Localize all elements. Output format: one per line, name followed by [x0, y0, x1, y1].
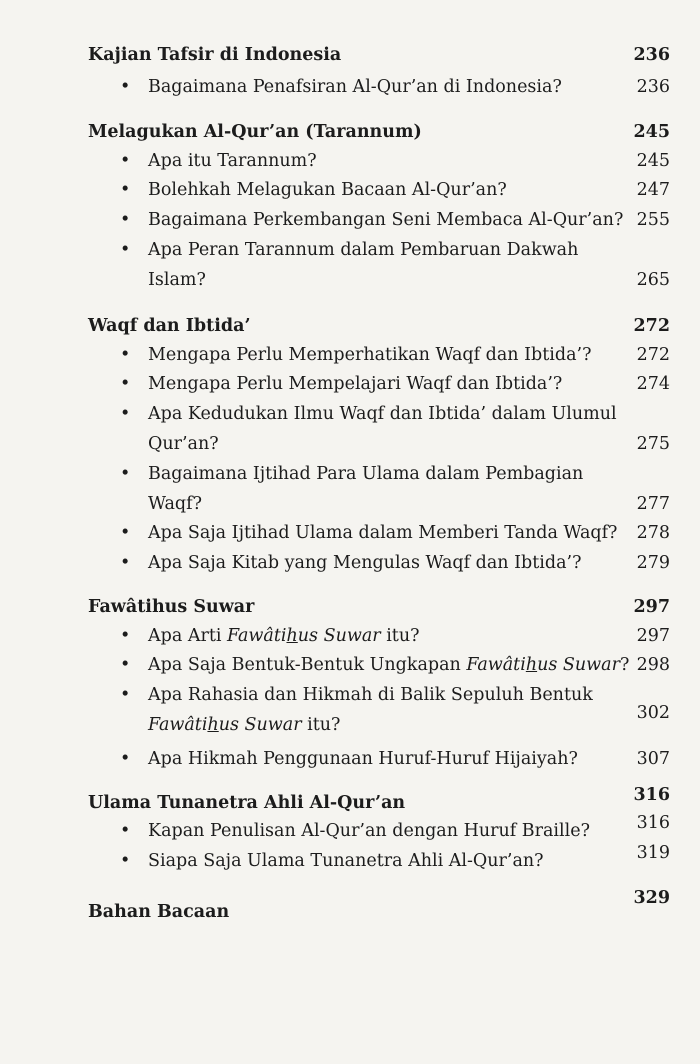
- entry-page: 279: [636, 553, 670, 573]
- heading-page: 245: [633, 122, 670, 142]
- heading-title: Fawâtihus Suwar: [88, 597, 255, 617]
- entry-text: Apa Saja Kitab yang Mengulas Waqf dan Ibtida’?: [148, 553, 582, 573]
- entry-page: 247: [636, 180, 670, 200]
- bullet-icon: •: [120, 749, 131, 769]
- entry-page: 302: [636, 703, 670, 723]
- heading-page: 316: [633, 785, 670, 805]
- entry-page: 265: [636, 270, 670, 290]
- entry-text-continued: Islam?: [148, 270, 206, 290]
- entry-text: Apa Arti Fawâtihus Suwar itu?: [148, 626, 420, 646]
- bullet-icon: •: [120, 180, 131, 200]
- entry-text: Apa Saja Ijtihad Ulama dalam Memberi Tanda Waqf?: [148, 523, 618, 543]
- entry-page: 277: [636, 494, 670, 514]
- heading-title: Melagukan Al-Qur’an (Tarannum): [88, 122, 422, 142]
- toc-heading: [88, 40, 670, 70]
- entry-text: Kapan Penulisan Al-Qur’an dengan Huruf Braille?: [148, 821, 590, 841]
- heading-page: 329: [633, 888, 670, 908]
- entry-text: Apa Rahasia dan Hikmah di Balik Sepuluh Bentuk: [148, 685, 593, 705]
- bullet-icon: •: [120, 655, 131, 675]
- bullet-icon: •: [120, 523, 131, 543]
- heading-page: 297: [633, 597, 670, 617]
- toc-heading: [88, 592, 670, 622]
- toc-heading: [88, 311, 670, 341]
- entry-text: Apa Hikmah Penggunaan Huruf-Huruf Hijaiyah?: [148, 749, 578, 769]
- entry-text: Mengapa Perlu Memperhatikan Waqf dan Ibtida’?: [148, 345, 592, 365]
- entry-page: 272: [636, 345, 670, 365]
- entry-page: 275: [636, 434, 670, 454]
- heading-title: Bahan Bacaan: [88, 902, 230, 922]
- bullet-icon: •: [120, 210, 131, 230]
- toc-heading: [88, 888, 670, 927]
- entry-text: Apa Kedudukan Ilmu Waqf dan Ibtida’ dalam Ulumul: [148, 404, 617, 424]
- bullet-icon: •: [120, 77, 131, 97]
- entry-page: 274: [636, 374, 670, 394]
- entry-text-continued: Qur’an?: [148, 434, 219, 454]
- bullet-icon: •: [120, 374, 131, 394]
- bullet-icon: •: [120, 151, 131, 171]
- entry-text: Bagaimana Perkembangan Seni Membaca Al-Qur’an?: [148, 210, 624, 230]
- entry-page: 316: [636, 813, 670, 833]
- entry-page: 245: [636, 151, 670, 171]
- heading-title: Kajian Tafsir di Indonesia: [88, 45, 342, 65]
- entry-text: Apa Saja Bentuk-Bentuk Ungkapan Fawâtihus Suwar?: [148, 655, 630, 675]
- bullet-icon: •: [120, 345, 131, 365]
- bullet-icon: •: [120, 685, 131, 705]
- entry-page: 278: [636, 523, 670, 543]
- entry-text: Apa itu Tarannum?: [148, 151, 317, 171]
- bullet-icon: •: [120, 553, 131, 573]
- entry-page: 307: [636, 749, 670, 769]
- entry-page: 298: [636, 655, 670, 675]
- bullet-icon: •: [120, 240, 131, 260]
- bullet-icon: •: [120, 464, 131, 484]
- heading-page: 236: [633, 45, 670, 65]
- toc-heading: [88, 785, 670, 818]
- entry-text: Apa Peran Tarannum dalam Pembaruan Dakwah: [148, 240, 579, 260]
- entry-page: 255: [636, 210, 670, 230]
- entry-text-continued: Waqf?: [148, 494, 202, 514]
- toc-heading: [88, 117, 670, 147]
- heading-page: 272: [633, 316, 670, 336]
- heading-title: Ulama Tunanetra Ahli Al-Qur’an: [88, 793, 406, 813]
- bullet-icon: •: [120, 404, 131, 424]
- entry-page: 319: [636, 843, 670, 863]
- bullet-icon: •: [120, 821, 131, 841]
- entry-text: Mengapa Perlu Mempelajari Waqf dan Ibtida’?: [148, 374, 563, 394]
- heading-title: Waqf dan Ibtida’: [88, 316, 251, 336]
- entry-page: 297: [636, 626, 670, 646]
- bullet-icon: •: [120, 626, 131, 646]
- entry-text: Bolehkah Melagukan Bacaan Al-Qur’an?: [148, 180, 507, 200]
- entry-page: 236: [636, 77, 670, 97]
- entry-text: Bagaimana Ijtihad Para Ulama dalam Pembagian: [148, 464, 584, 484]
- bullet-icon: •: [120, 851, 131, 871]
- entry-text: Siapa Saja Ulama Tunanetra Ahli Al-Qur’an?: [148, 851, 544, 871]
- entry-text: Bagaimana Penafsiran Al-Qur’an di Indonesia?: [148, 77, 562, 97]
- entry-text-continued: Fawâtihus Suwar itu?: [148, 715, 341, 735]
